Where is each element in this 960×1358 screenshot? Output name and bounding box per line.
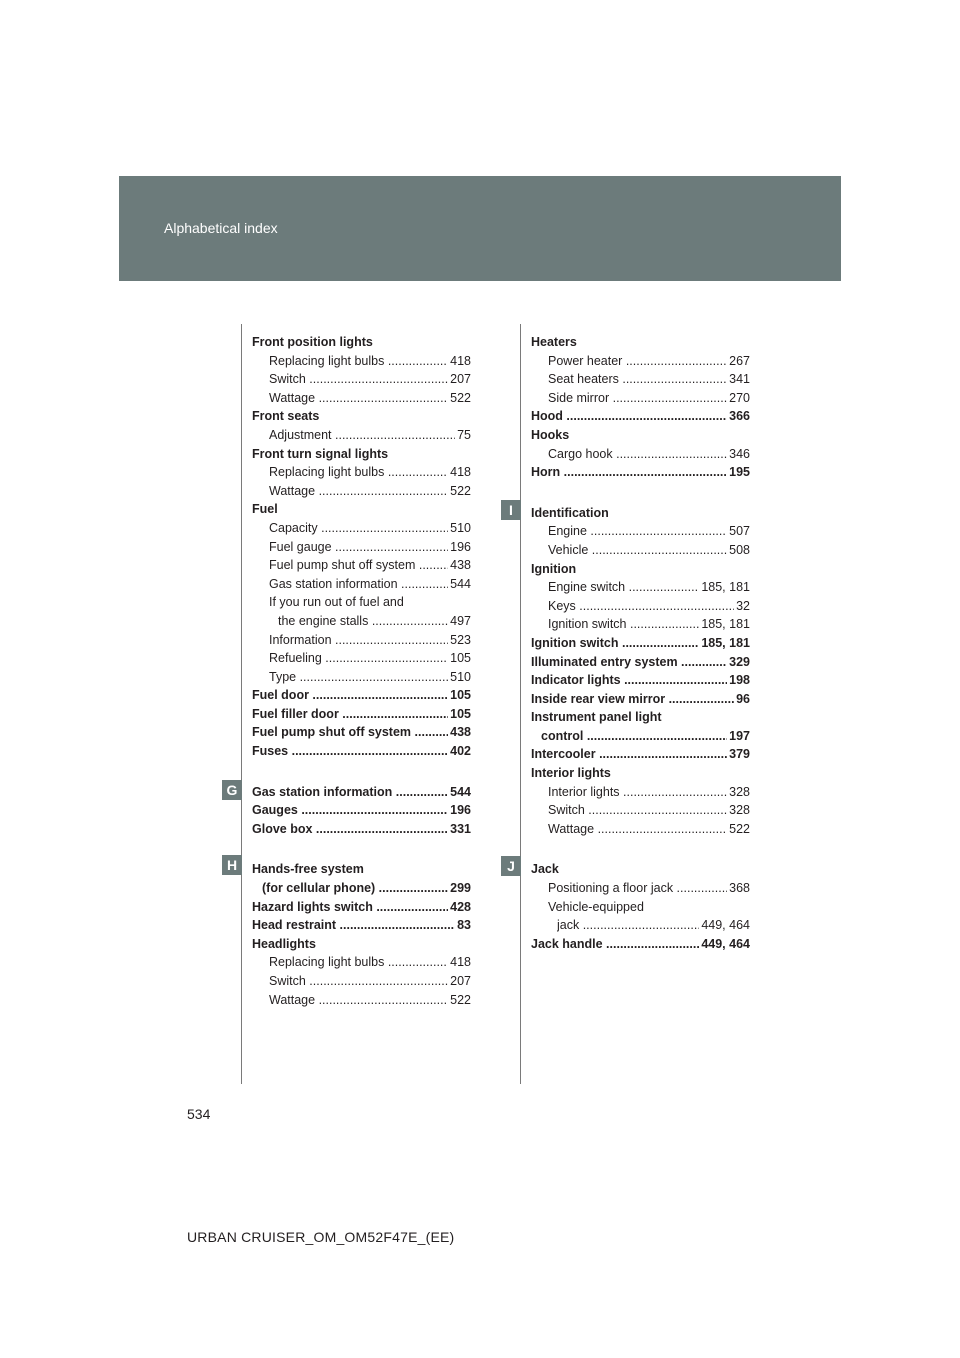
index-entry	[531, 653, 750, 672]
entry-term: Wattage .....	[548, 820, 727, 839]
entry-term: Inside rear view mirror .....	[531, 690, 734, 709]
entry-term: Instrument panel light	[531, 710, 662, 725]
entry-page: 438	[450, 725, 471, 740]
index-entry	[252, 445, 471, 464]
letter-tab-h: H	[222, 855, 242, 875]
index-entry	[531, 879, 750, 898]
entry-term: Switch .....	[269, 972, 448, 991]
index-entry	[252, 631, 471, 650]
index-entry	[252, 556, 471, 575]
entry-page: 331	[450, 821, 471, 836]
entry-term: (for cellular phone) .....	[262, 879, 448, 898]
entry-term: Replacing light bulbs .....	[269, 463, 448, 482]
entry-page: 522	[450, 992, 471, 1007]
entry-term: Fuel pump shut off system .....	[269, 556, 448, 575]
index-entry	[531, 560, 750, 579]
letter-section-gap	[252, 761, 471, 783]
entry-page: 207	[450, 372, 471, 387]
entry-page: 270	[729, 390, 750, 405]
index-entry	[252, 686, 471, 705]
entry-page: 523	[450, 632, 471, 647]
entry-page: 418	[450, 353, 471, 368]
index-entry	[252, 898, 471, 917]
entry-term: Wattage .....	[269, 389, 448, 408]
index-entry	[252, 426, 471, 445]
page-number: 534	[187, 1106, 211, 1122]
entry-term: Hands-free system	[252, 862, 364, 877]
index-entry	[531, 783, 750, 802]
index-entry	[531, 578, 750, 597]
index-entry	[252, 991, 471, 1010]
entry-page: 428	[450, 899, 471, 914]
index-entry	[531, 407, 750, 426]
entry-page: 402	[450, 744, 471, 759]
entry-page: 328	[729, 784, 750, 799]
letter-section-gap	[531, 838, 750, 860]
index-entry	[252, 519, 471, 538]
entry-page: 83	[457, 918, 471, 933]
entry-term: Wattage .....	[269, 991, 448, 1010]
entry-page: 379	[729, 747, 750, 762]
index-entry	[252, 916, 471, 935]
index-entry	[531, 370, 750, 389]
entry-page: 185, 181	[701, 617, 750, 632]
index-entry	[531, 801, 750, 820]
index-entry	[531, 935, 750, 954]
entry-term: Intercooler .....	[531, 745, 727, 764]
index-entry	[252, 407, 471, 426]
entry-page: 418	[450, 955, 471, 970]
index-entry	[252, 482, 471, 501]
entry-page: 418	[450, 465, 471, 480]
letter-section-gap	[531, 482, 750, 504]
entry-term: jack .....	[557, 916, 699, 935]
entry-term: Illuminated entry system .....	[531, 653, 727, 672]
entry-term: Hood .....	[531, 407, 727, 426]
entry-page: 105	[450, 706, 471, 721]
entry-term: Fuel gauge .....	[269, 538, 448, 557]
index-entry	[252, 575, 471, 594]
entry-page: 196	[450, 803, 471, 818]
entry-term: Horn .....	[531, 463, 727, 482]
section-header-banner	[119, 176, 841, 281]
entry-term: Replacing light bulbs .....	[269, 352, 448, 371]
entry-term: Power heater .....	[548, 352, 727, 371]
document-footer: URBAN CRUISER_OM_OM52F47E_(EE)	[187, 1229, 455, 1245]
index-entry	[531, 522, 750, 541]
index-entry	[252, 705, 471, 724]
index-entry	[531, 820, 750, 839]
entry-term: Indicator lights .....	[531, 671, 727, 690]
entry-term: Wattage .....	[269, 482, 448, 501]
entry-term: Refueling .....	[269, 649, 448, 668]
entry-page: 197	[729, 728, 750, 743]
entry-term: Switch .....	[548, 801, 727, 820]
index-entry	[252, 612, 471, 631]
entry-page: 508	[729, 542, 750, 557]
entry-page: 328	[729, 803, 750, 818]
entry-page: 346	[729, 446, 750, 461]
entry-page: 105	[450, 688, 471, 703]
entry-page: 522	[450, 483, 471, 498]
index-entry	[252, 538, 471, 557]
entry-page: 196	[450, 539, 471, 554]
entry-term: Interior lights	[531, 766, 611, 781]
entry-term: Side mirror .....	[548, 389, 727, 408]
entry-term: Fuel door .....	[252, 686, 448, 705]
index-entry	[531, 764, 750, 783]
index-entry	[531, 898, 750, 917]
index-entry	[252, 935, 471, 954]
entry-term: Information .....	[269, 631, 448, 650]
index-entry	[252, 333, 471, 352]
column-divider-left	[241, 324, 242, 1084]
entry-term: Front turn signal lights	[252, 446, 389, 461]
index-entry	[252, 953, 471, 972]
index-entry	[531, 634, 750, 653]
entry-page: 207	[450, 974, 471, 988]
entry-page: 544	[450, 784, 471, 799]
entry-page: 522	[450, 390, 471, 405]
index-entry	[531, 916, 750, 935]
entry-term: Gas station information .....	[269, 575, 448, 594]
entry-term: Hooks	[531, 427, 570, 442]
entry-term: Switch .....	[269, 370, 448, 389]
index-entry	[252, 879, 471, 898]
index-entry	[531, 389, 750, 408]
entry-term: Headlights	[252, 936, 316, 951]
entry-term: Head restraint .....	[252, 916, 455, 935]
entry-page: 366	[729, 409, 750, 424]
column-divider-right	[520, 324, 521, 1084]
index-entry	[252, 593, 471, 612]
index-entry	[252, 801, 471, 820]
entry-page: 32	[736, 598, 750, 613]
index-column-left	[252, 333, 471, 1009]
index-entry	[531, 333, 750, 352]
entry-term: Front seats	[252, 409, 320, 424]
index-entry	[531, 597, 750, 616]
entry-page: 522	[729, 821, 750, 836]
entry-term: Gauges .....	[252, 801, 448, 820]
entry-term: Type .....	[269, 668, 448, 687]
index-entry	[531, 671, 750, 690]
entry-term: Capacity .....	[269, 519, 448, 538]
entry-page: 510	[450, 669, 471, 684]
index-entry	[531, 352, 750, 371]
entry-term: Ignition	[531, 561, 577, 576]
entry-term: Glove box .....	[252, 820, 448, 839]
entry-page: 75	[457, 427, 471, 442]
entry-term: Hazard lights switch .....	[252, 898, 448, 917]
index-entry	[252, 649, 471, 668]
index-entry	[252, 820, 471, 839]
index-entry	[252, 742, 471, 761]
entry-term: Replacing light bulbs .....	[269, 953, 448, 972]
entry-page: 368	[729, 881, 750, 896]
index-entry	[252, 783, 471, 802]
entry-page: 299	[450, 881, 471, 896]
entry-term: Jack handle .....	[531, 935, 699, 954]
entry-page: 267	[729, 353, 750, 368]
index-entry	[252, 389, 471, 408]
index-entry	[531, 727, 750, 746]
entry-term: Vehicle-equipped	[548, 899, 644, 914]
index-entry	[531, 708, 750, 727]
entry-page: 185, 181	[701, 635, 750, 650]
index-entry	[531, 541, 750, 560]
entry-term: Heaters	[531, 335, 577, 349]
letter-section-gap	[252, 838, 471, 860]
letter-tab-j: J	[501, 856, 521, 876]
index-entry	[252, 668, 471, 687]
entry-page: 438	[450, 558, 471, 573]
entry-term: Engine .....	[548, 522, 727, 541]
entry-term: Front position lights	[252, 335, 373, 349]
index-entry	[531, 860, 750, 879]
entry-term: Engine switch .....	[548, 578, 699, 597]
index-entry	[252, 972, 471, 991]
entry-term: Ignition switch .....	[531, 634, 699, 653]
entry-page: 449, 464	[701, 936, 750, 951]
entry-term: Fuel	[252, 502, 278, 517]
index-entry	[252, 860, 471, 879]
entry-page: 185, 181	[701, 580, 750, 595]
entry-page: 105	[450, 651, 471, 666]
index-entry	[252, 500, 471, 519]
entry-page: 544	[450, 576, 471, 591]
index-entry	[531, 615, 750, 634]
index-entry	[531, 690, 750, 709]
entry-term: Vehicle .....	[548, 541, 727, 560]
entry-page: 510	[450, 520, 471, 535]
entry-page: 341	[729, 372, 750, 387]
entry-term: Positioning a floor jack .....	[548, 879, 727, 898]
index-entry	[252, 723, 471, 742]
entry-page: 497	[450, 613, 471, 628]
entry-term: Interior lights .....	[548, 783, 727, 802]
letter-tab-g: G	[222, 780, 242, 800]
entry-page: 195	[729, 465, 750, 480]
entry-term: Ignition switch .....	[548, 615, 699, 634]
entry-page: 329	[729, 654, 750, 669]
entry-term: Identification	[531, 505, 609, 520]
index-entry	[531, 426, 750, 445]
letter-tab-i: I	[501, 500, 521, 520]
index-entry	[531, 745, 750, 764]
index-entry	[531, 504, 750, 523]
entry-term: Gas station information .....	[252, 783, 448, 802]
index-entry	[531, 445, 750, 464]
entry-page: 507	[729, 524, 750, 539]
entry-term: Seat heaters .....	[548, 370, 727, 389]
entry-term: Keys .....	[548, 597, 734, 616]
index-entry	[252, 463, 471, 482]
index-entry	[252, 370, 471, 389]
entry-term: Jack	[531, 862, 559, 877]
entry-term: the engine stalls .....	[278, 612, 448, 631]
entry-term: control .....	[541, 727, 727, 746]
entry-page: 96	[736, 691, 750, 706]
index-entry	[531, 463, 750, 482]
entry-page: 198	[729, 673, 750, 688]
section-title: Alphabetical index	[164, 220, 278, 236]
entry-term: Cargo hook .....	[548, 445, 727, 464]
index-entry	[252, 352, 471, 371]
entry-term: Fuses .....	[252, 742, 448, 761]
entry-term: Adjustment .....	[269, 426, 455, 445]
entry-term: If you run out of fuel and	[269, 595, 404, 610]
entry-term: Fuel pump shut off system .....	[252, 723, 448, 742]
index-column-right	[531, 333, 750, 953]
entry-term: Fuel filler door .....	[252, 705, 448, 724]
entry-page: 449, 464	[701, 918, 750, 933]
